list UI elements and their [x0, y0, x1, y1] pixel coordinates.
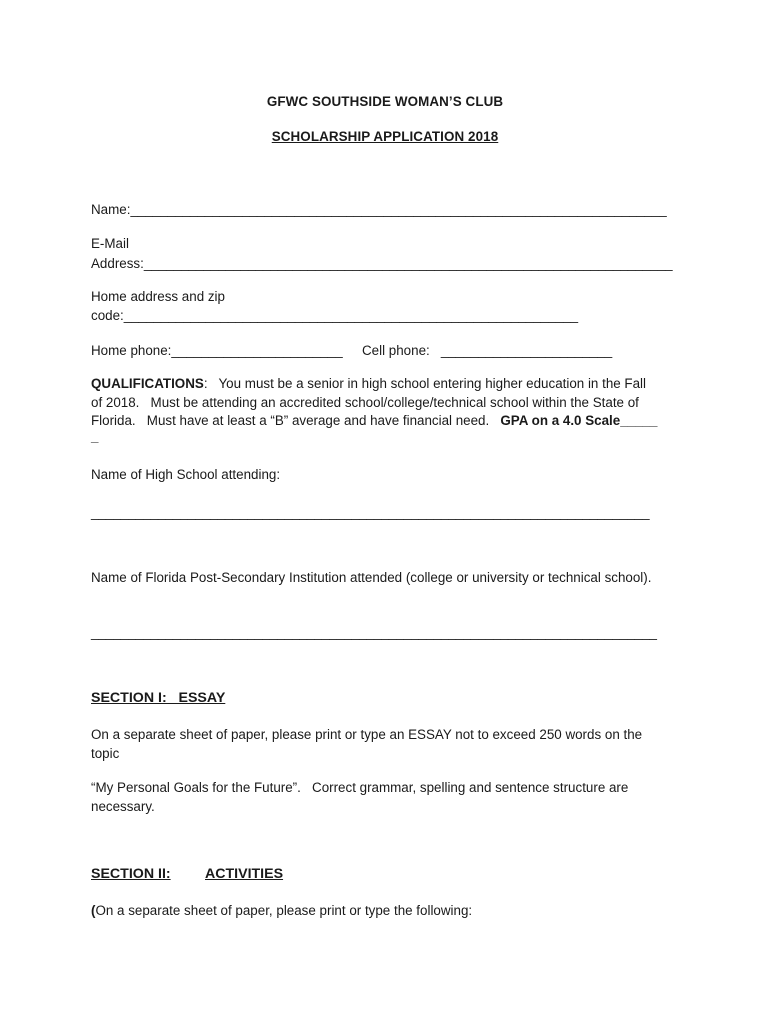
home-address-label-line1: Home address and zip — [91, 289, 225, 304]
section2-intro-text: On a separate sheet of paper, please print or type the following: — [95, 903, 473, 918]
email-field[interactable]: Address:_______________________________________________________________________ — [91, 256, 673, 271]
qualifications-line2: of 2018. Must be attending an accredited school/college/technical school within the State of — [91, 395, 639, 410]
qualifications-text-3: Florida. Must have at least a “B” average and have financial need. — [91, 413, 501, 428]
qualifications-label: QUALIFICATIONS — [91, 376, 204, 391]
email-label-line1: E-Mail — [91, 236, 129, 251]
gpa-field[interactable]: GPA on a 4.0 Scale_____ — [500, 413, 658, 428]
post-secondary-field[interactable]: ____________________________________________________________________________ — [91, 625, 657, 640]
form-title: SCHOLARSHIP APPLICATION 2018 — [271, 129, 499, 144]
section2-heading-label: SECTION II: — [91, 866, 171, 882]
section1-para2-line2: necessary. — [91, 799, 155, 814]
home-address-field[interactable]: code:_____________________________________________________________ — [91, 308, 579, 323]
section1-heading: SECTION I: ESSAY — [91, 690, 226, 706]
home-phone-field[interactable]: Home phone:_______________________ — [91, 343, 343, 358]
cell-phone-field[interactable]: Cell phone: _______________________ — [362, 343, 613, 358]
section1-para1-line1: On a separate sheet of paper, please print or type an ESSAY not to exceed 250 words on the — [91, 727, 643, 742]
qualifications-line1 — [91, 375, 646, 393]
qualifications-text-1: : You must be a senior in high school entering higher education in the Fall — [203, 376, 647, 391]
section1-para2-line1: “My Personal Goals for the Future”. Correct grammar, spelling and sentence structure are — [91, 780, 629, 795]
name-field[interactable]: Name:________________________________________________________________________ — [91, 202, 667, 217]
high-school-field[interactable]: ___________________________________________________________________________ — [91, 505, 650, 520]
qualifications-line4: _ — [91, 429, 99, 444]
high-school-label: Name of High School attending: — [91, 467, 281, 482]
post-secondary-label: Name of Florida Post-Secondary Institution attended (college or university or technical school). — [91, 570, 652, 585]
section1-para1-line2: topic — [91, 746, 120, 761]
qualifications-line3 — [91, 412, 657, 430]
section2-heading-title: ACTIVITIES — [205, 866, 284, 882]
section2-intro-paren: ( — [91, 903, 96, 918]
club-name: GFWC SOUTHSIDE WOMAN’S CLUB — [266, 94, 504, 109]
section2-intro — [91, 902, 472, 920]
